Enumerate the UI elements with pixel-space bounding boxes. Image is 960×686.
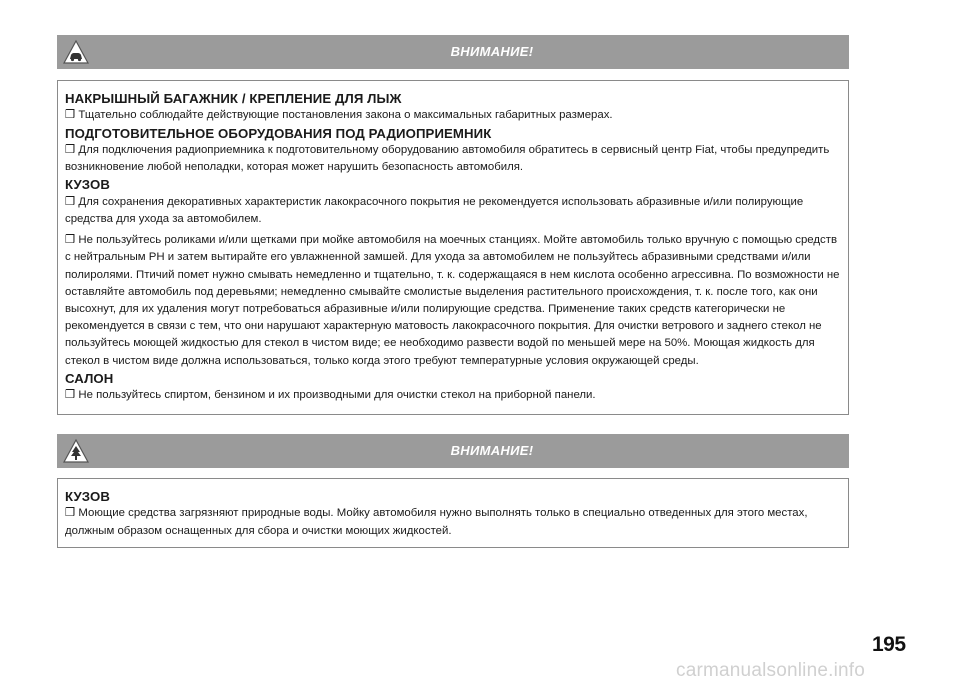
paragraph: ❒ Не пользуйтесь спиртом, бензином и их производными для очистки стекол на приборной панели. [65, 389, 596, 402]
paragraph: ❒ Для сохранения декоративных характеристик лакокрасочного покрытия не рекомендуется использовать абразивные и/или полирующие средства для ухода за автомобилем. [65, 195, 804, 226]
paragraph: ❒ Не пользуйтесь роликами и/или щетками при мойке автомобиля на моечных станциях. Мойте автомобиль только вручную с помощью средств с нейтральным PH и затем вытирайте его увлажненной замшей. Для ухода за автомобилем не пользуйтесь абразивными средствами и/или полиролями. Птичий помет нужно смывать немедленно и тщательно, т. к. содержащаяся в нем кислота особенно агрессивна. По возможности не оставляйте автомобиль под деревьями; немедленно смывайте смолистые выделения растительного происхождения, т. к. после того, как они высохнут, для их удаления могут потребоваться абразивные и/или полирующие средства. Применение таких средств категорически не рекомендуется в связи с тем, что они нарушают характерную матовость лакокрасочного покрытия. Для очистки ветрового и заднего стекол не пользуйтесь моющей жидкостью для стекол в чистом виде; ее необходимо развести водой по меньшей мере на 50%. Моющая жидкость для стекол в чистом виде должна использоваться, только когда этого требуют температурные условия окружающей среды. [65, 234, 840, 367]
section-heading: КУЗОВ [65, 489, 110, 504]
bullet-icon: ❒ [65, 109, 76, 122]
warning-header-1 [57, 35, 849, 69]
bullet-icon: ❒ [65, 195, 76, 208]
warning-title: ВНИМАНИЕ! [450, 443, 534, 458]
paragraph: ❒ Для подключения радиоприемника к подготовительному оборудованию автомобиля обратитесь в сервисный центр Fiat, чтобы предупредить возникновение любой неполадки, которая может нарушить безопасность автомобиля. [65, 144, 830, 174]
section-heading: САЛОН [65, 370, 114, 386]
bullet-icon: ❒ [65, 144, 76, 157]
page-number: 195 [872, 633, 906, 656]
warning-header-2 [57, 434, 849, 468]
section-heading: КУЗОВ [65, 177, 110, 193]
bullet-icon: ❒ [65, 234, 76, 247]
warning-body-1 [57, 80, 849, 415]
warning-body-2 [57, 478, 849, 548]
warning-title: ВНИМАНИЕ! [450, 44, 534, 59]
section-heading: ПОДГОТОВИТЕЛЬНОЕ ОБОРУДОВАНИЯ ПОД РАДИОПРИЕМНИК [65, 125, 492, 141]
section-heading: НАКРЫШНЫЙ БАГАЖНИК / КРЕПЛЕНИЕ ДЛЯ ЛЫЖ [65, 91, 402, 106]
paragraph: ❒ Тщательно соблюдайте действующие постановления закона о максимальных габаритных размерах. [65, 109, 613, 122]
bullet-icon: ❒ [65, 507, 76, 520]
bullet-icon: ❒ [65, 389, 76, 402]
paragraph: ❒ Моющие средства загрязняют природные воды. Мойку автомобиля нужно выполнять только в специально отведенных для этого местах, должным образом оснащенных для сбора и очистки моющих жидкостей. [65, 507, 808, 537]
watermark: carmanualsonline.info [676, 660, 866, 681]
